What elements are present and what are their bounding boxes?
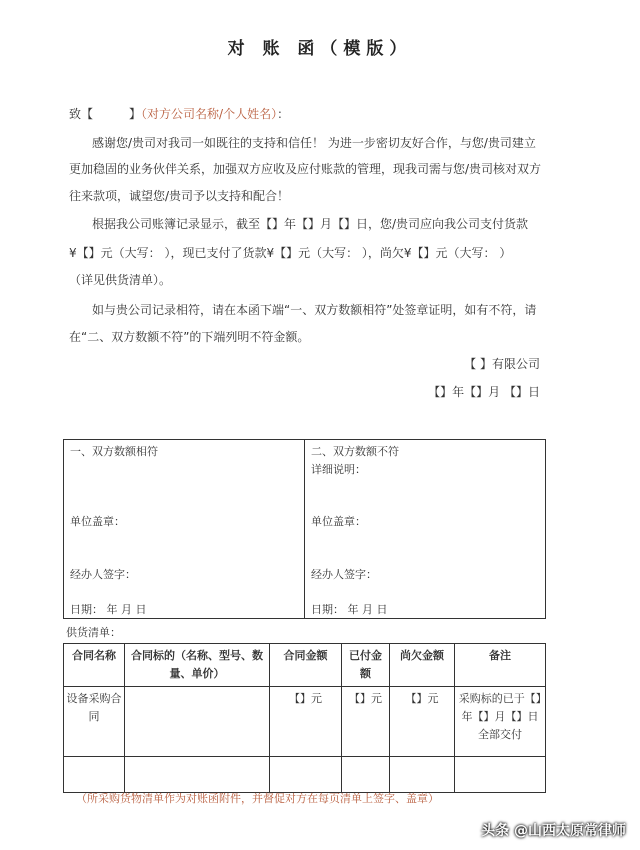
mismatch-signer-label: 经办人签字： <box>311 568 377 581</box>
mismatch-heading: 二、双方数额不符 <box>311 445 399 458</box>
paragraph-3-line-1: 如与贵公司记录相符，请在本函下端“一、双方数额相符”处签章证明，如有不符，请 <box>92 303 537 317</box>
header-contract-amount: 合同金额 <box>270 644 342 687</box>
supply-list-label: 供货清单： <box>66 626 121 639</box>
match-signer-label: 经办人签字： <box>70 568 136 581</box>
table-cell <box>125 757 270 793</box>
paragraph-2-line-2: ¥【】元（大写： ），现已支付了货款¥【】元（大写： ），尚欠¥【】元（大写： ） <box>69 246 512 260</box>
paragraph-3-line-2: 在“二、双方数额不符”的下端列明不符金额。 <box>69 330 310 344</box>
table-cell: 采购标的已于【】年【】月【】日全部交付 <box>455 687 546 757</box>
table-cell <box>270 757 342 793</box>
paragraph-1-line-2: 更加稳固的业务伙伴关系，加强双方应收及应付账款的管理，现我司需与您/贵司核对双方 <box>69 162 542 176</box>
mismatch-detail-label: 详细说明： <box>311 463 366 476</box>
watermark: 头条 @山西太原常律师 <box>481 823 626 839</box>
signature-date: 【】年【】月 【】日 <box>428 385 540 399</box>
paragraph-1-line-1: 感谢您/贵司对我司一如既往的支持和信任！ 为进一步密切友好合作，与您/贵司建立 <box>92 136 536 150</box>
salutation-colon: ： <box>277 107 290 121</box>
supply-list-table <box>63 643 546 793</box>
match-seal-label: 单位盖章： <box>70 515 125 528</box>
match-date-label: 日期： 年 月 日 <box>70 603 147 616</box>
table-cell: 【】元 <box>390 687 455 757</box>
confirm-box-divider <box>304 440 305 618</box>
table-cell: 【】元 <box>270 687 342 757</box>
table-cell <box>455 757 546 793</box>
mismatch-seal-label: 单位盖章： <box>311 515 366 528</box>
header-outstanding-amount: 尚欠金额 <box>390 644 455 687</box>
header-contract-name: 合同名称 <box>64 644 125 687</box>
salutation-line <box>69 101 549 127</box>
table-cell <box>390 757 455 793</box>
table-cell: 设备采购合同 <box>64 687 125 757</box>
table-row <box>64 757 546 793</box>
signature-company: 【 】有限公司 <box>464 357 540 371</box>
paragraph-2-line-3: （详见供货清单）。 <box>69 273 172 287</box>
document-title: 对 账 函（模版） <box>227 39 413 59</box>
table-cell <box>125 687 270 757</box>
table-header-row <box>64 644 546 687</box>
confirm-box <box>63 439 546 619</box>
recipient-hint: （对方公司名称/个人姓名） <box>141 107 278 121</box>
footnote: （所采购货物清单作为对账函附件，并督促对方在每页清单上签字、盖章） <box>76 792 439 805</box>
table-cell <box>342 757 390 793</box>
table-row <box>64 687 546 757</box>
header-remarks: 备注 <box>455 644 546 687</box>
header-contract-subject: 合同标的（名称、型号、数量、单价） <box>125 644 270 687</box>
header-paid-amount: 已付金额 <box>342 644 390 687</box>
salutation-bracket-close: 】 <box>129 107 142 121</box>
paragraph-1-line-3: 往来款项，诚望您/贵司予以支持和配合！ <box>69 189 290 203</box>
table-cell: 【】元 <box>342 687 390 757</box>
table-cell <box>64 757 125 793</box>
salutation-prefix: 致【 <box>69 107 94 121</box>
paragraph-2-line-1: 根据我公司账簿记录显示，截至【】年【】月【】日，您/贵司应向我公司支付货款 <box>92 217 529 231</box>
match-heading: 一、双方数额相符 <box>70 445 158 458</box>
mismatch-date-label: 日期： 年 月 日 <box>311 603 388 616</box>
